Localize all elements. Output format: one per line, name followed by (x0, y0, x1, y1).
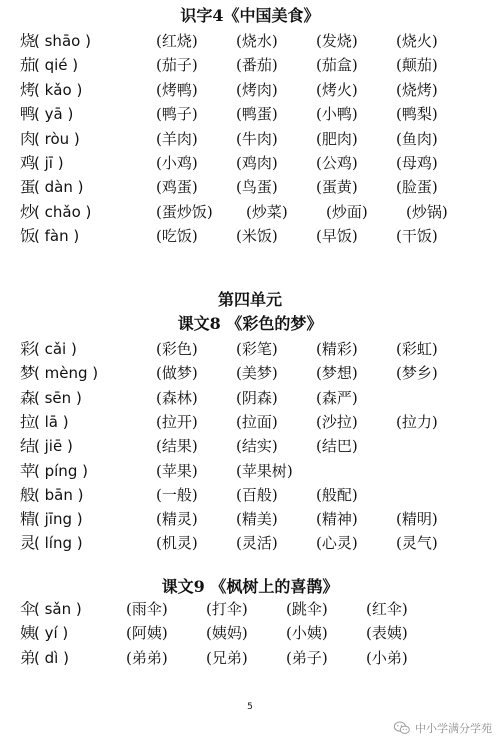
heading-lesson9: 课文9 《枫树上的喜鹊》 (161, 577, 339, 596)
vocab-word: (森严) (316, 388, 358, 407)
watermark-text: 中小学满分学苑 (415, 722, 492, 735)
vocab-word: (彩色) (156, 340, 198, 358)
vocab-word: (跳伞) (286, 600, 328, 618)
vocab-word: (蛋炒饭) (156, 202, 213, 221)
vocab-word: (精灵) (156, 510, 198, 529)
vocab-word: (小鸭) (316, 105, 358, 124)
vocab-word: (小姨) (286, 624, 328, 643)
vocab-char: 彩 (20, 340, 36, 358)
vocab-word: (小鸡) (156, 154, 198, 172)
vocab-word: (烧火) (396, 32, 438, 50)
vocab-word: (鸭子) (156, 105, 198, 124)
vocab-word: (鸭蛋) (236, 105, 278, 124)
vocab-pinyin: ( jīng ) (34, 510, 83, 529)
vocab-char: 精 (20, 510, 36, 529)
vocab-word: (吃饭) (156, 227, 198, 246)
vocab-word: (炒面) (326, 202, 368, 221)
vocab-pinyin: ( shāo ) (34, 32, 91, 50)
vocab-word: (红烧) (156, 32, 198, 50)
vocab-word: (颠茄) (396, 56, 438, 75)
vocab-word: (发烧) (316, 32, 358, 50)
vocab-char: 般 (20, 485, 36, 504)
vocab-word: (牛肉) (236, 129, 278, 148)
vocab-word: (美梦) (236, 364, 278, 383)
vocab-char: 拉 (20, 412, 36, 431)
vocab-char: 弟 (20, 648, 36, 667)
heading-lesson8: 课文8 《彩色的梦》 (177, 314, 323, 333)
vocab-word: (结实) (236, 437, 278, 456)
vocab-pinyin: ( jī ) (34, 154, 64, 172)
vocab-pinyin: ( jiē ) (34, 437, 73, 456)
vocab-word: (红伞) (366, 600, 408, 618)
vocab-word: (拉面) (236, 412, 278, 431)
vocab-word: (雨伞) (126, 600, 168, 618)
vocab-word: (彩笔) (236, 340, 278, 358)
vocab-pinyin: ( qié ) (34, 56, 79, 75)
vocab-pinyin: ( yā ) (34, 105, 74, 124)
vocab-word: (做梦) (156, 364, 198, 383)
vocab-word: (打伞) (206, 600, 248, 618)
vocab-char: 茄 (20, 56, 36, 75)
vocab-word: (苹果树) (236, 461, 293, 480)
vocab-pinyin: ( líng ) (34, 534, 83, 553)
vocab-pinyin: ( kǎo ) (34, 80, 83, 99)
vocab-word: (弟弟) (126, 648, 168, 667)
vocab-pinyin: ( píng ) (34, 461, 88, 480)
vocab-word: (炒锅) (406, 202, 448, 221)
vocab-char: 灵 (20, 534, 36, 553)
vocab-word: (茄盒) (316, 56, 358, 75)
vocab-word: (脸蛋) (396, 178, 438, 197)
vocab-word: (烤鸭) (156, 80, 198, 99)
vocab-char: 苹 (20, 461, 36, 480)
vocab-word: (精明) (396, 510, 438, 529)
vocab-word: (小弟) (366, 648, 408, 667)
vocab-word: (沙拉) (316, 412, 358, 431)
vocab-word: (烤肉) (236, 80, 278, 99)
vocab-pinyin: ( fàn ) (34, 227, 80, 246)
vocab-pinyin: ( mèng ) (34, 364, 99, 383)
vocab-word: (灵活) (236, 534, 278, 553)
vocab-word: (般配) (316, 485, 358, 504)
vocab-word: (番茄) (236, 56, 278, 75)
vocab-word: (拉力) (396, 412, 438, 431)
vocab-word: (姨妈) (206, 624, 248, 643)
vocab-word: (结巴) (316, 437, 358, 456)
vocab-word: (母鸡) (396, 154, 438, 172)
vocab-char: 鸭 (20, 105, 36, 124)
wechat-icon (393, 721, 411, 735)
vocab-pinyin: ( sǎn ) (34, 600, 82, 618)
vocab-pinyin: ( yí ) (34, 624, 69, 643)
vocab-word: (鸡蛋) (156, 178, 198, 197)
vocab-char: 饭 (20, 227, 36, 246)
vocab-word: (鸭梨) (396, 105, 438, 124)
watermark (393, 719, 492, 737)
vocab-char: 烤 (20, 80, 36, 99)
vocab-word: (阴森) (236, 388, 278, 407)
heading-unit4: 第四单元 (217, 290, 282, 309)
vocab-word: (灵气) (396, 534, 438, 553)
vocab-char: 伞 (20, 600, 36, 618)
heading-lesson4: 识字4《中国美食》 (180, 6, 320, 25)
vocab-char: 肉 (20, 129, 36, 148)
vocab-word: (茄子) (156, 56, 198, 75)
vocab-word: (公鸡) (316, 154, 358, 172)
vocab-word: (结果) (156, 437, 198, 456)
vocab-char: 森 (20, 388, 36, 407)
page-number: 5 (247, 702, 253, 712)
vocab-word: (心灵) (316, 534, 358, 553)
vocab-word: (早饭) (316, 227, 358, 246)
vocab-word: (羊肉) (156, 129, 198, 148)
vocab-word: (鸟蛋) (236, 178, 278, 197)
vocab-word: (肥肉) (316, 129, 358, 148)
vocab-word: (拉开) (156, 412, 198, 431)
vocab-pinyin: ( chǎo ) (34, 202, 92, 221)
vocab-pinyin: ( sēn ) (34, 388, 82, 407)
vocab-char: 炒 (20, 202, 36, 221)
vocab-word: (苹果) (156, 461, 198, 480)
vocab-pinyin: ( lā ) (34, 412, 69, 431)
vocab-word: (精美) (236, 510, 278, 529)
vocab-pinyin: ( bān ) (34, 485, 84, 504)
vocab-word: (炒菜) (246, 202, 288, 221)
vocab-word: (蛋黄) (316, 178, 358, 197)
vocab-pinyin: ( dì ) (34, 648, 69, 667)
vocab-word: (烧烤) (396, 80, 438, 99)
vocab-word: (兄弟) (206, 648, 248, 667)
vocab-word: (烧水) (236, 32, 278, 50)
vocab-word: (彩虹) (396, 340, 438, 358)
vocab-word: (森林) (156, 388, 198, 407)
vocab-word: (鸡肉) (236, 154, 278, 172)
vocab-word: (表姨) (366, 624, 408, 643)
vocab-char: 蛋 (20, 178, 36, 197)
vocab-char: 结 (20, 437, 36, 456)
vocab-word: (百般) (236, 485, 278, 504)
vocab-word: (精神) (316, 510, 358, 529)
vocab-word: (梦乡) (396, 364, 438, 383)
vocab-char: 烧 (20, 32, 36, 50)
vocab-word: (梦想) (316, 364, 358, 383)
vocab-pinyin: ( ròu ) (34, 129, 80, 148)
vocab-char: 鸡 (20, 154, 36, 172)
vocab-char: 梦 (20, 364, 36, 383)
vocab-word: (米饭) (236, 227, 278, 246)
vocab-word: (鱼肉) (396, 129, 438, 148)
vocab-word: (阿姨) (126, 624, 168, 643)
vocab-pinyin: ( cǎi ) (34, 340, 77, 358)
vocab-word: (干饭) (396, 227, 438, 246)
vocab-word: (机灵) (156, 534, 198, 553)
vocab-word: (精彩) (316, 340, 358, 358)
vocab-char: 姨 (20, 624, 36, 643)
vocab-word: (弟子) (286, 648, 328, 667)
vocab-word: (一般) (156, 485, 198, 504)
vocab-pinyin: ( dàn ) (34, 178, 84, 197)
vocab-word: (烤火) (316, 80, 358, 99)
